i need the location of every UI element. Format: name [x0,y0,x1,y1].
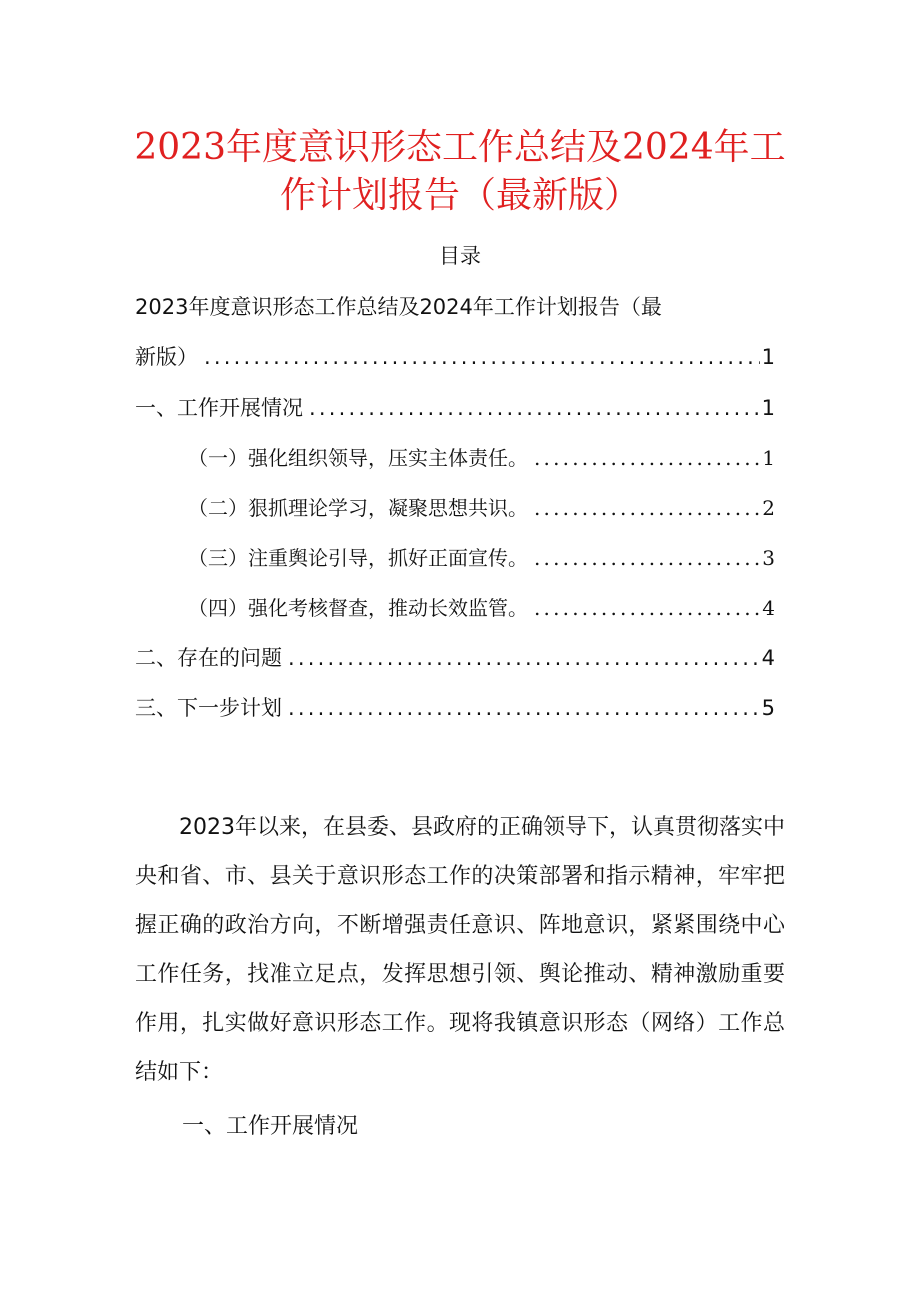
toc-entry-label: （一）强化组织领导，压实主体责任。 [188,446,528,470]
toc-heading: 目录 [439,244,481,268]
toc-entry-title-first-line[interactable]: 2023年度意识形态工作总结及2024年工作计划报告（最 [135,295,662,319]
toc-entry-subsection-3[interactable] [188,543,775,573]
toc-entry-label: （三）注重舆论引导，抓好正面宣传。 [188,546,528,570]
section-heading-work-progress: 一、工作开展情况 [182,1114,359,1139]
toc-page-number: 4 [762,596,775,620]
toc-page-number: 5 [761,696,775,720]
toc-entry-label: （四）强化考核督查，推动长效监管。 [188,596,528,620]
toc-page-number: 1 [762,446,775,470]
toc-page-number: 3 [762,546,775,570]
toc-entry-label: 一、工作开展情况 [135,396,303,420]
toc-leader-dots [528,493,760,523]
toc-entry-title[interactable] [135,342,775,372]
toc-entry-subsection-2[interactable] [188,493,775,523]
toc-entry-label: （二）狠抓理论学习，凝聚思想共识。 [188,496,528,520]
toc-entry-section-1[interactable] [135,393,775,423]
document-title-line-2: 作计划报告（最新版） [279,175,640,216]
toc-leader-dots [282,693,760,723]
toc-entry-section-2[interactable] [135,643,775,673]
toc-leader-dots [528,593,760,623]
toc-page-number: 2 [762,496,775,520]
toc-entry-section-3[interactable] [135,693,775,723]
toc-entry-subsection-4[interactable] [188,593,775,623]
toc-page-number: 4 [761,646,775,670]
toc-entry-label: 三、下一步计划 [135,696,282,720]
toc-page-number: 1 [761,345,775,369]
toc-leader-dots [528,543,760,573]
document-title-line-1: 2023年度意识形态工作总结及2024年工 [134,127,786,168]
toc-entry-label: 二、存在的问题 [135,646,282,670]
toc-leader-dots [198,342,760,372]
toc-leader-dots [528,443,760,473]
toc-leader-dots [282,643,760,673]
toc-entry-subsection-1[interactable] [188,443,775,473]
intro-paragraph: 2023年以来，在县委、县政府的正确领导下，认真贯彻落实中央和省、市、县关于意识形态工作的决策部署和指示精神，牢牢把握正确的政治方向，不断增强责任意识、阵地意识，紧紧围绕中心工作任务，找准立足点，发挥思想引领、舆论推动、精神激励重要作用，扎实做好意识形态工作。现将我镇意识形态（网络）工作总结如下： [135,815,785,1085]
toc-entry-label: 新版） [135,345,198,369]
toc-page-number: 1 [761,396,775,420]
toc-leader-dots [303,393,760,423]
